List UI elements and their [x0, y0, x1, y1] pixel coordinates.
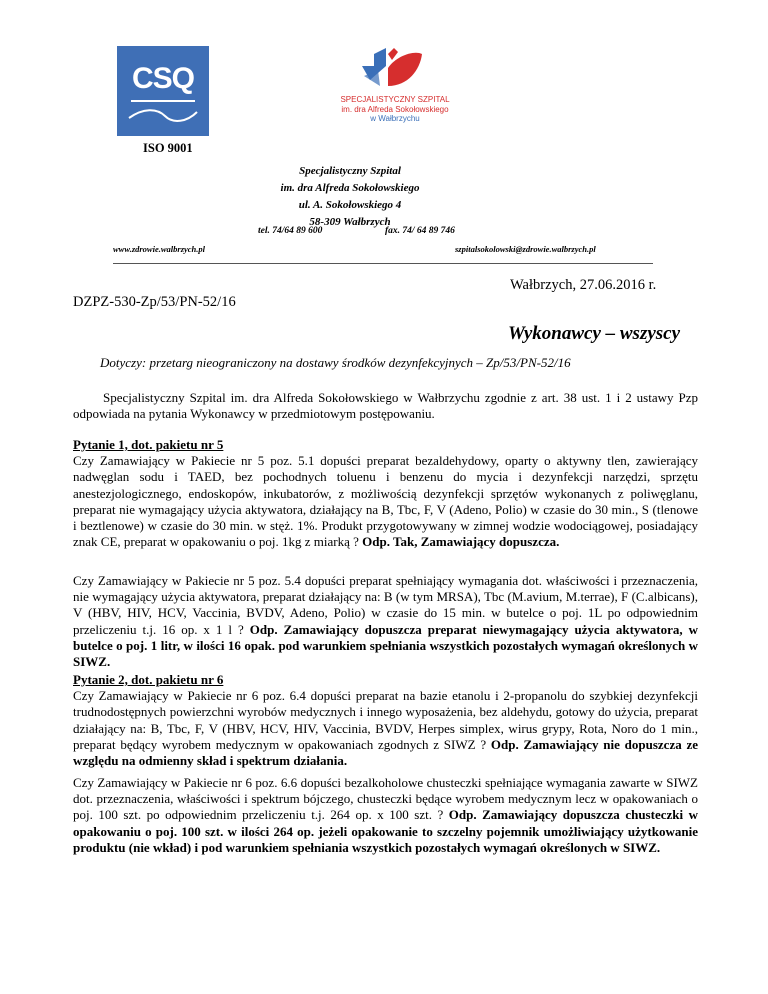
website-link[interactable]: www.zdrowie.walbrzych.pl — [113, 244, 206, 254]
fax: fax. 74/ 64 89 746 — [385, 226, 455, 236]
question-1b — [73, 573, 698, 670]
hospital-logo-text — [300, 95, 490, 124]
reference-number: DZPZ-530-Zp/53/PN-52/16 — [73, 294, 236, 310]
question-2b — [73, 775, 698, 856]
csq-logo-divider — [131, 100, 195, 102]
hospital-emblem-icon — [358, 46, 426, 94]
email-link[interactable]: szpitalsokolowski@zdrowie.walbrzych.pl — [455, 244, 596, 254]
question-1a-answer: Odp. Tak, Zamawiający dopuszcza. — [362, 534, 560, 550]
hospital-address — [200, 163, 500, 231]
question-2-heading: Pytanie 2, dot. pakietu nr 6 — [73, 672, 224, 687]
question-2a-text: Czy Zamawiający w Pakiecie nr 6 poz. 6.4 dopuści preparat na bazie etanolu i 2-propanolu do szybkiej dezynfekcji trudnodostępnych powierzchni wyrobów medycznych i innego wyposażenia, bez aldehydu, gotowy do użycia, preparat działający na: B, Tbc, F, V (HBV, HCV, HIV, Vaccinia, BVDV, Herpes simplex, wirus grypy, Rota, Noro do 1 min., preparat będący wyrobem medycznym w opakowaniach zgodnych z SIWZ ? — [73, 688, 698, 752]
question-1-heading: Pytanie 1, dot. pakietu nr 5 — [73, 437, 224, 452]
intro-paragraph — [73, 390, 698, 422]
hospital-logo-line2: im. dra Alfreda Sokołowskiego — [341, 104, 449, 114]
hospital-logo-line3: w Wałbrzychu — [370, 114, 420, 123]
address-line: 58-309 Wałbrzych — [309, 216, 391, 228]
question-2a — [73, 672, 698, 769]
hospital-logo-line1: SPECJALISTYCZNY SZPITAL — [340, 95, 450, 104]
csq-wave-icon — [127, 106, 199, 124]
question-1a-text: Czy Zamawiający w Pakiecie nr 5 poz. 5.1 dopuści preparat bezaldehydowy, oparty o aktywny tlen, zawierający nadwęglan sodu i TAED, bez pochodnych toluenu i benzenu do mycia i dezynfekcji narzędzi, sprzętu anestezjologicznego, endoskopów, inkubatorów, z możliwością dezynfekcji sprzętów wykonanych z poliwęglanu, preparat nie wymagający użycia aktywatora, działający na B, Tbc, F, V (Adeno, Polio) w czasie do 30 min., S (tlenowe i beztlenowe) w czasie do 30 min. w stęż. 1%. Produkt przygotowywany w zimnej wodzie wodociągowej, posiadający znak CE, preparat w opakowaniu o poj. 1kg z miarką ? — [73, 453, 698, 550]
question-1b-answer: Odp. Zamawiający dopuszcza preparat niewymagający użycia aktywatora, w butelce o poj. 1 litr, w ilości 16 opak. pod warunkiem spełniania wszystkich pozostałych wymagań określonych w SIWZ. — [73, 621, 699, 670]
question-2b-text: Czy Zamawiający w Pakiecie nr 6 poz. 6.6 dopuści bezalkoholowe chusteczki spełniające wymagania zawarte w SIWZ dot. przeznaczenia, właściwości i spektrum bójczego, chusteczki będące wyrobem medycznym lecz w opakowaniach o poj. 100 szt. po odpowiednim przeliczeniu t.j. 264 op. x 100 szt. ? — [73, 775, 698, 823]
address-line: ul. A. Sokołowskiego 4 — [298, 199, 402, 211]
intro-text: Specjalistyczny Szpital im. dra Alfreda Sokołowskiego w Wałbrzychu zgodnie z art. 38 ust. 1 i 2 ustawy Pzp odpowiada na pytania Wykonawcy w przedmiotowym postępowaniu. — [73, 390, 698, 422]
question-2a-answer: Odp. Zamawiający nie dopuszcza ze względu na odmienny skład i spektrum działania. — [73, 736, 699, 769]
question-1b-text: Czy Zamawiający w Pakiecie nr 5 poz. 5.4 dopuści preparat spełniający wymagania dot. właściwości i przeznaczenia, nie wymagający użycia aktywatora, preparat działający na: B (w tym MRSA), Tbc (M.avium, M.terrae), F (C.albicans), V (HBV, HIV, HCV, Vaccinia, BVDV, Adeno, Polio) w czasie do 15 min. w butelce o poj. 1L po odpowiednim przeliczeniu t.j. 16 op. x 1 l ? — [73, 573, 698, 637]
question-2b-answer: Odp. Zamawiający dopuszcza chusteczki w opakowaniu o poj. 100 szt. w ilości 264 op. jeżeli opakowanie to szczelny pojemnik umożliwiający użytkowanie produktu (nie wkład) i pod warunkiem spełniania wszystkich pozostałych wymagań określonych w SIWZ. — [73, 807, 699, 855]
iso-label: ISO 9001 — [143, 141, 193, 155]
csq-logo-text: CSQ — [131, 62, 194, 95]
telephone: tel. 74/64 89 600 — [258, 226, 323, 236]
csq-certification-logo — [117, 46, 209, 136]
header-divider — [113, 263, 653, 264]
subject-line: Dotyczy: przetarg nieograniczony na dostawy środków dezynfekcyjnych – Zp/53/PN-52/16 — [100, 355, 571, 370]
address-line: im. dra Alfreda Sokołowskiego — [280, 182, 420, 194]
recipients-heading: Wykonawcy – wszyscy — [508, 323, 681, 344]
question-1a — [73, 437, 698, 550]
place-date: Wałbrzych, 27.06.2016 r. — [510, 277, 657, 293]
address-line: Specjalistyczny Szpital — [299, 165, 401, 177]
